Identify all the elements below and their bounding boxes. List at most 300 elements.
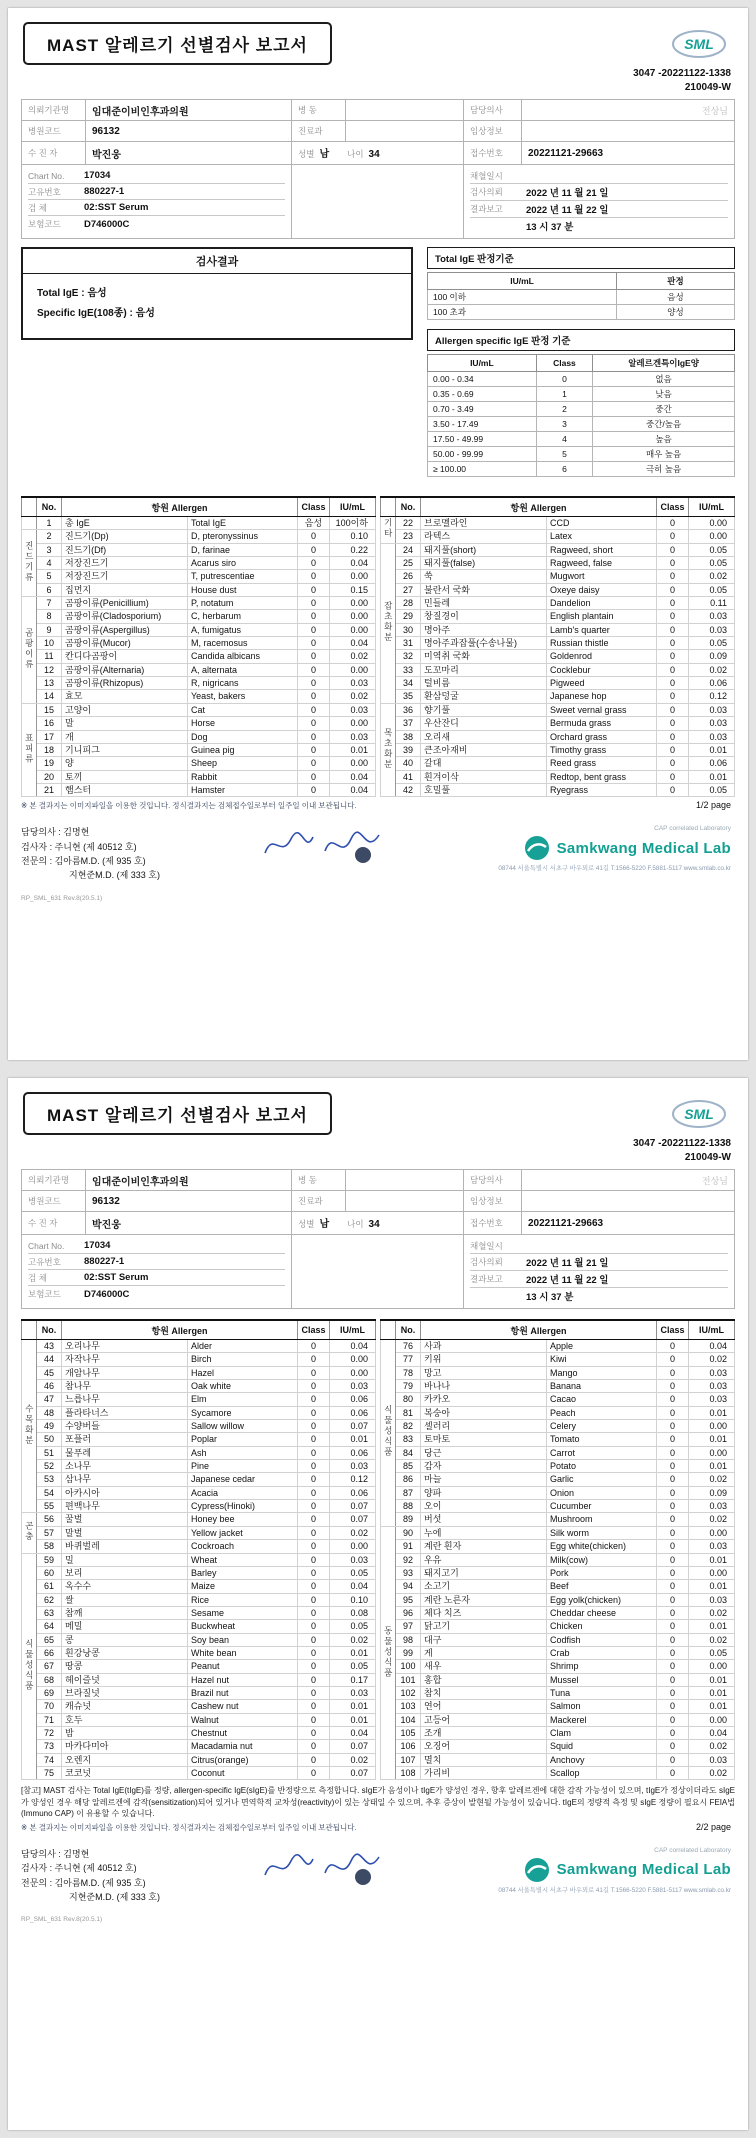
- allergen-cell-cls: 0: [657, 770, 689, 783]
- label-uid: 고유번호: [28, 186, 61, 197]
- allergen-cell-iu: 0.01: [689, 1620, 735, 1633]
- label-dept: 진료과: [292, 1191, 346, 1212]
- allergen-cell-cls: 0: [657, 650, 689, 663]
- allergen-row: [381, 1446, 735, 1459]
- sml-logo-text: SML: [684, 35, 714, 52]
- allergen-cell-cls: 0: [298, 1393, 330, 1406]
- group-column-header: [381, 497, 396, 517]
- allergen-cell-en: Buckwheat: [188, 1620, 298, 1633]
- allergen-row: [22, 663, 376, 676]
- allergen-cell-cls: 0: [298, 703, 330, 716]
- allergen-cell-kr: 브로멜라인: [421, 517, 547, 530]
- allergen-cell-no: 26: [396, 570, 421, 583]
- allergen-cell-en: Pork: [547, 1566, 657, 1579]
- allergen-cell-en: Clam: [547, 1726, 657, 1739]
- lab-address: 08744 서울특별시 서초구 바우뫼로 41길 T.1566-5220 F.5881-5117 www.smlab.co.kr: [498, 865, 731, 873]
- allergen-cell-en: D, pteronyssinus: [188, 530, 298, 543]
- allergen-cell-no: 73: [37, 1740, 62, 1753]
- allergen-cell-no: 29: [396, 610, 421, 623]
- allergen-cell-kr: 체다 치즈: [421, 1606, 547, 1619]
- allergen-cell-iu: 0.09: [689, 1486, 735, 1499]
- allergen-cell-kr: 게: [421, 1646, 547, 1659]
- value-age: 34: [368, 149, 380, 160]
- allergen-row: [22, 677, 376, 690]
- allergen-cell-en: Honey bee: [188, 1513, 298, 1526]
- page-number: 2/2 page: [695, 1821, 731, 1832]
- allergen-cell-iu: 0.10: [330, 1593, 376, 1606]
- column-header: Class: [657, 1320, 689, 1340]
- allergen-cell-cls: 0: [657, 1620, 689, 1633]
- signature-footer: [21, 1847, 735, 1905]
- allergen-cell-en: Walnut: [188, 1713, 298, 1726]
- allergen-cell-no: 5: [37, 570, 62, 583]
- allergen-cell-no: 88: [396, 1500, 421, 1513]
- allergen-cell-iu: 0.06: [689, 677, 735, 690]
- allergen-cell-kr: 말: [62, 717, 188, 730]
- allergen-cell-iu: 0.15: [330, 583, 376, 596]
- allergen-row: [22, 1353, 376, 1366]
- allergen-row: [22, 543, 376, 556]
- allergen-cell-kr: 햄스터: [62, 783, 188, 796]
- value-ins-code: D746000C: [84, 218, 130, 230]
- allergen-cell-en: Tuna: [547, 1686, 657, 1699]
- label-sex: 성별: [298, 1219, 315, 1229]
- allergen-cell-en: C, herbarum: [188, 610, 298, 623]
- allergen-cell-en: Candida albicans: [188, 650, 298, 663]
- allergen-cell-cls: 0: [657, 730, 689, 743]
- sex-age-cell: [292, 142, 464, 165]
- allergen-cell-iu: 0.03: [689, 1540, 735, 1553]
- column-header: 항원 Allergen: [421, 497, 657, 517]
- allergen-row: [381, 597, 735, 610]
- allergen-cell-iu: 0.01: [330, 1700, 376, 1713]
- allergen-cell-cls: 0: [657, 1513, 689, 1526]
- allergen-cell-kr: 닭고기: [421, 1620, 547, 1633]
- allergen-cell-no: 70: [37, 1700, 62, 1713]
- allergen-cell-kr: 개: [62, 730, 188, 743]
- allergen-cell-en: CCD: [547, 517, 657, 530]
- allergen-cell-no: 16: [37, 717, 62, 730]
- staff-specialist-2: 지현준M.D. (제 333 호): [69, 870, 160, 881]
- allergen-cell-no: 1: [37, 517, 62, 530]
- allergen-cell-kr: 흰강낭콩: [62, 1646, 188, 1659]
- allergen-cell-cls: 0: [298, 717, 330, 730]
- criteria-cell: 3.50 - 17.49: [428, 417, 537, 432]
- criteria-row: [428, 402, 735, 417]
- allergen-cell-en: Sallow willow: [188, 1420, 298, 1433]
- allergen-row: [381, 1353, 735, 1366]
- label-clinical-info: 임상정보: [464, 1191, 522, 1212]
- allergen-cell-cls: 0: [298, 730, 330, 743]
- allergen-cell-no: 20: [37, 770, 62, 783]
- allergen-row: [22, 1606, 376, 1619]
- allergen-cell-no: 94: [396, 1580, 421, 1593]
- allergen-cell-kr: 민들레: [421, 597, 547, 610]
- allergen-cell-cls: 0: [298, 1500, 330, 1513]
- column-header: IU/mL: [689, 1320, 735, 1340]
- allergen-cell-no: 17: [37, 730, 62, 743]
- allergen-cell-no: 38: [396, 730, 421, 743]
- value-org: 임대준이비인후과의원: [86, 100, 292, 121]
- allergen-cell-no: 61: [37, 1580, 62, 1593]
- allergen-cell-iu: 0.02: [330, 1753, 376, 1766]
- column-header: Class: [298, 1320, 330, 1340]
- allergen-group-label: 식물성식품: [22, 1553, 37, 1780]
- allergen-cell-en: Sweet vernal grass: [547, 703, 657, 716]
- allergen-cell-en: Mackerel: [547, 1713, 657, 1726]
- criteria-cell: 1: [536, 387, 592, 402]
- column-header: No.: [37, 1320, 62, 1340]
- allergen-row: [22, 1740, 376, 1753]
- staff-specialist-2: 지현준M.D. (제 333 호): [69, 1892, 160, 1903]
- allergen-cell-en: Orchard grass: [547, 730, 657, 743]
- form-code: RP_SML_631 Rev.8(20.5.1): [21, 1916, 103, 1924]
- allergen-cell-en: Kiwi: [547, 1353, 657, 1366]
- allergen-cell-kr: 헤이즐넛: [62, 1673, 188, 1686]
- value-dept: [346, 1191, 464, 1212]
- allergen-cell-no: 101: [396, 1673, 421, 1686]
- allergen-group-label: 진드기류: [22, 530, 37, 597]
- allergen-cell-en: Apple: [547, 1340, 657, 1353]
- allergen-cell-cls: 0: [298, 1620, 330, 1633]
- allergen-cell-no: 74: [37, 1753, 62, 1766]
- allergen-cell-iu: 0.07: [330, 1767, 376, 1780]
- total-ige-criteria-title: Total IgE 판정기준: [427, 247, 735, 269]
- allergen-cell-cls: 0: [657, 530, 689, 543]
- allergen-row: [381, 1620, 735, 1633]
- allergen-cell-iu: 0.02: [689, 570, 735, 583]
- doc-number-1: 3047 -20221122-1338: [633, 1138, 731, 1149]
- allergen-cell-iu: 0.03: [689, 1753, 735, 1766]
- allergen-cell-iu: 0.06: [330, 1486, 376, 1499]
- allergen-cell-kr: 효모: [62, 690, 188, 703]
- allergen-row: [381, 1700, 735, 1713]
- allergen-cell-iu: 0.04: [330, 1726, 376, 1739]
- allergen-cell-kr: 기니피그: [62, 743, 188, 756]
- allergen-cell-iu: 0.02: [330, 1633, 376, 1646]
- sml-logo-text: SML: [684, 1105, 714, 1122]
- allergen-row: [22, 1633, 376, 1646]
- allergen-cell-cls: 0: [298, 1353, 330, 1366]
- allergen-cell-iu: 0.01: [689, 1406, 735, 1419]
- criteria-cell: 6: [536, 462, 592, 477]
- allergen-row: [22, 623, 376, 636]
- allergen-cell-kr: 오이: [421, 1500, 547, 1513]
- allergen-cell-cls: 0: [657, 703, 689, 716]
- allergen-cell-en: Brazil nut: [188, 1686, 298, 1699]
- allergen-cell-en: Redtop, bent grass: [547, 770, 657, 783]
- allergen-cell-cls: 0: [298, 1406, 330, 1419]
- allergen-cell-no: 39: [396, 743, 421, 756]
- allergen-cell-kr: 고양이: [62, 703, 188, 716]
- criteria-cell: 3: [536, 417, 592, 432]
- criteria-cell: 음성: [617, 290, 735, 305]
- allergen-cell-kr: 키위: [421, 1353, 547, 1366]
- allergen-cell-cls: 0: [657, 1740, 689, 1753]
- allergen-cell-no: 81: [396, 1406, 421, 1419]
- allergen-row: [22, 1686, 376, 1699]
- allergen-cell-iu: 0.00: [689, 530, 735, 543]
- allergen-cell-cls: 0: [657, 1646, 689, 1659]
- document-numbers: [21, 1137, 731, 1164]
- group-column-header: [381, 1320, 396, 1340]
- criteria-cell: 0: [536, 372, 592, 387]
- allergen-cell-kr: 총 IgE: [62, 517, 188, 530]
- label-org: 의뢰기관명: [22, 100, 86, 121]
- allergen-row: [381, 1473, 735, 1486]
- staff-specialist-1: 전문의 : 김아름M.D. (제 935 호): [21, 1877, 146, 1888]
- allergen-cell-en: Macadamia nut: [188, 1740, 298, 1753]
- allergen-cell-kr: 쌀: [62, 1593, 188, 1606]
- total-ige-criteria-table: [427, 272, 735, 320]
- label-patient: 수 진 자: [22, 1212, 86, 1235]
- allergen-row: [22, 757, 376, 770]
- allergen-cell-cls: 0: [298, 1433, 330, 1446]
- allergen-row: [381, 1380, 735, 1393]
- allergen-cell-iu: 0.01: [689, 1553, 735, 1566]
- empty-cell: [292, 165, 464, 239]
- allergen-row: [22, 650, 376, 663]
- lab-logo-row: [498, 1857, 731, 1883]
- allergen-cell-iu: 0.02: [689, 1767, 735, 1780]
- allergen-row: [22, 517, 376, 530]
- allergen-cell-kr: 우유: [421, 1553, 547, 1566]
- allergen-cell-en: Cashew nut: [188, 1700, 298, 1713]
- allergen-cell-en: House dust: [188, 583, 298, 596]
- allergen-cell-iu: 0.02: [330, 650, 376, 663]
- allergen-cell-iu: 0.05: [689, 637, 735, 650]
- value-ward: [346, 100, 464, 121]
- value-patient: 박진웅: [86, 142, 292, 165]
- allergen-cell-iu: 0.05: [330, 1566, 376, 1579]
- allergen-cell-en: Mugwort: [547, 570, 657, 583]
- allergen-cell-en: Bermuda grass: [547, 717, 657, 730]
- allergen-cell-no: 3: [37, 543, 62, 556]
- allergen-row: [381, 623, 735, 636]
- allergen-group-label: 곤충: [22, 1513, 37, 1553]
- allergen-cell-cls: 0: [298, 1540, 330, 1553]
- allergen-cell-kr: 코코넛: [62, 1767, 188, 1780]
- allergen-row: [22, 1473, 376, 1486]
- specimen-block: [22, 1235, 292, 1309]
- criteria-cell: ≥ 100.00: [428, 462, 537, 477]
- allergen-cell-no: 7: [37, 597, 62, 610]
- allergen-cell-kr: 곰팡이류(Aspergillus): [62, 623, 188, 636]
- allergen-cell-iu: 0.03: [330, 1380, 376, 1393]
- signature-stamp: [259, 823, 389, 869]
- allergen-row: [22, 1433, 376, 1446]
- allergen-cell-cls: 0: [657, 570, 689, 583]
- allergen-cell-en: A, alternata: [188, 663, 298, 676]
- dates-block: [464, 165, 735, 239]
- allergen-cell-en: White bean: [188, 1646, 298, 1659]
- label-clinical-info: 임상정보: [464, 121, 522, 142]
- allergen-cell-kr: 삼나무: [62, 1473, 188, 1486]
- allergen-cell-en: Celery: [547, 1420, 657, 1433]
- patient-info-table: [21, 99, 735, 239]
- criteria-cell: 5: [536, 447, 592, 462]
- allergen-cell-iu: 0.01: [330, 1433, 376, 1446]
- allergen-cell-no: 102: [396, 1686, 421, 1699]
- label-hosp-code: 병원코드: [22, 1191, 86, 1212]
- allergen-row: [381, 743, 735, 756]
- lab-name: Samkwang Medical Lab: [556, 839, 731, 857]
- allergen-cell-cls: 0: [657, 610, 689, 623]
- allergen-row: [22, 1767, 376, 1780]
- label-age: 나이: [347, 1219, 364, 1229]
- doc-number-1: 3047 -20221122-1338: [633, 68, 731, 79]
- allergen-cell-kr: 돼지풀(short): [421, 543, 547, 556]
- allergen-cell-no: 4: [37, 557, 62, 570]
- summary-body: [23, 274, 411, 338]
- lab-block: [498, 1847, 735, 1894]
- allergen-cell-en: Reed grass: [547, 757, 657, 770]
- allergen-row: [22, 1700, 376, 1713]
- allergen-cell-cls: 0: [298, 637, 330, 650]
- allergen-cell-kr: 우산잔디: [421, 717, 547, 730]
- allergen-cell-iu: 0.04: [330, 1340, 376, 1353]
- allergen-row: [22, 1406, 376, 1419]
- allergen-cell-cls: 0: [298, 1740, 330, 1753]
- allergen-cell-kr: 말벌: [62, 1526, 188, 1539]
- value-sex: 남: [319, 149, 330, 160]
- allergen-cell-kr: 당근: [421, 1446, 547, 1459]
- allergen-cell-iu: 0.00: [689, 1566, 735, 1579]
- allergen-cell-cls: 음성: [298, 517, 330, 530]
- allergen-row: [381, 610, 735, 623]
- staff-box: [21, 825, 160, 883]
- allergen-cell-kr: 털비름: [421, 677, 547, 690]
- allergen-row: [381, 663, 735, 676]
- allergen-cell-cls: 0: [657, 1540, 689, 1553]
- allergen-cell-en: Salmon: [547, 1700, 657, 1713]
- column-header: Class: [657, 497, 689, 517]
- allergen-cell-en: Soy bean: [188, 1633, 298, 1646]
- allergen-row: [381, 1340, 735, 1353]
- allergen-cell-cls: 0: [298, 690, 330, 703]
- allergen-cell-iu: 0.01: [689, 770, 735, 783]
- allergen-cell-no: 59: [37, 1553, 62, 1566]
- allergen-cell-kr: 오리나무: [62, 1340, 188, 1353]
- column-header: IU/mL: [330, 497, 376, 517]
- allergen-row: [381, 1686, 735, 1699]
- allergen-cell-iu: 0.01: [689, 1580, 735, 1593]
- allergen-cell-iu: 0.00: [689, 1446, 735, 1459]
- allergen-cell-no: 104: [396, 1713, 421, 1726]
- value-doctor: 전상님: [522, 1170, 735, 1191]
- allergen-cell-cls: 0: [298, 1606, 330, 1619]
- allergen-cell-kr: 느릅나무: [62, 1393, 188, 1406]
- footnote-row: [21, 1822, 735, 1833]
- allergen-cell-en: Cocklebur: [547, 663, 657, 676]
- allergen-cell-kr: 홍합: [421, 1673, 547, 1686]
- allergen-cell-cls: 0: [298, 570, 330, 583]
- value-reported-time: 13 시 37 분: [526, 1292, 574, 1303]
- allergen-cell-no: 21: [37, 783, 62, 796]
- allergen-cell-iu: 0.00: [689, 1713, 735, 1726]
- allergen-cell-cls: 0: [298, 677, 330, 690]
- sml-logo-icon: [671, 28, 727, 60]
- allergen-cell-en: T, putrescentiae: [188, 570, 298, 583]
- sex-age-cell: [292, 1212, 464, 1235]
- allergen-cell-no: 22: [396, 517, 421, 530]
- allergen-cell-kr: 바나나: [421, 1380, 547, 1393]
- criteria-row: [428, 447, 735, 462]
- allergen-cell-kr: 콩: [62, 1633, 188, 1646]
- allergen-cell-no: 18: [37, 743, 62, 756]
- allergen-cell-kr: 토마토: [421, 1433, 547, 1446]
- allergen-cell-cls: 0: [657, 1353, 689, 1366]
- allergen-cell-kr: 집먼지: [62, 583, 188, 596]
- allergen-cell-en: Pigweed: [547, 677, 657, 690]
- allergen-table-right: [380, 1319, 735, 1780]
- allergen-cell-cls: 0: [657, 1340, 689, 1353]
- allergen-cell-cls: 0: [657, 1753, 689, 1766]
- label-hosp-code: 병원코드: [22, 121, 86, 142]
- allergen-group-label: 곰팡이류: [22, 597, 37, 704]
- label-chart-no: Chart No.: [28, 1240, 65, 1251]
- allergen-cell-iu: 0.03: [330, 730, 376, 743]
- allergen-cell-cls: 0: [657, 1606, 689, 1619]
- allergen-cell-cls: 0: [657, 1700, 689, 1713]
- allergen-cell-en: P, notatum: [188, 597, 298, 610]
- allergen-cell-kr: 마카다미아: [62, 1740, 188, 1753]
- allergen-cell-en: Hazel nut: [188, 1673, 298, 1686]
- summary-line-specific-ige: Specific IgE(108종) : 음성: [37, 308, 155, 319]
- allergen-row: [22, 743, 376, 756]
- column-header: 판정: [617, 273, 735, 290]
- allergen-cell-no: 89: [396, 1513, 421, 1526]
- value-recv-no: 20221121-29663: [522, 142, 735, 165]
- allergen-cell-iu: 0.00: [330, 757, 376, 770]
- allergen-cell-no: 60: [37, 1566, 62, 1579]
- allergen-cell-kr: 미역취 국화: [421, 650, 547, 663]
- allergen-row: [381, 583, 735, 596]
- allergen-cell-cls: 0: [657, 1633, 689, 1646]
- criteria-row: [428, 387, 735, 402]
- allergen-row: [22, 1393, 376, 1406]
- allergen-row: [381, 637, 735, 650]
- allergen-cell-iu: 0.02: [689, 1353, 735, 1366]
- allergen-cell-kr: 돼지풀(false): [421, 557, 547, 570]
- value-clinical-info: [522, 1191, 735, 1212]
- allergen-cell-kr: 양파: [421, 1486, 547, 1499]
- allergen-cell-iu: 0.03: [689, 703, 735, 716]
- allergen-cell-kr: 편백나무: [62, 1500, 188, 1513]
- allergen-cell-kr: 호밀풀: [421, 783, 547, 796]
- allergen-cell-cls: 0: [298, 1460, 330, 1473]
- allergen-cell-no: 58: [37, 1540, 62, 1553]
- allergen-cell-cls: 0: [298, 1473, 330, 1486]
- allergen-cell-no: 52: [37, 1460, 62, 1473]
- allergen-cell-no: 46: [37, 1380, 62, 1393]
- allergen-cell-no: 91: [396, 1540, 421, 1553]
- lab-logo-icon: [524, 835, 550, 861]
- allergen-cell-kr: 호두: [62, 1713, 188, 1726]
- label-specimen: 검 체: [28, 1272, 47, 1283]
- allergen-cell-no: 66: [37, 1646, 62, 1659]
- allergen-cell-no: 78: [396, 1366, 421, 1379]
- allergen-row: [22, 1660, 376, 1673]
- allergen-cell-no: 2: [37, 530, 62, 543]
- label-doctor: 담당의사: [464, 1170, 522, 1191]
- allergen-cell-en: Cockroach: [188, 1540, 298, 1553]
- allergen-cell-cls: 0: [298, 1673, 330, 1686]
- allergen-cell-kr: 참치: [421, 1686, 547, 1699]
- allergen-row: [381, 1406, 735, 1419]
- allergen-cell-en: Egg white(chicken): [547, 1540, 657, 1553]
- allergen-cell-cls: 0: [298, 597, 330, 610]
